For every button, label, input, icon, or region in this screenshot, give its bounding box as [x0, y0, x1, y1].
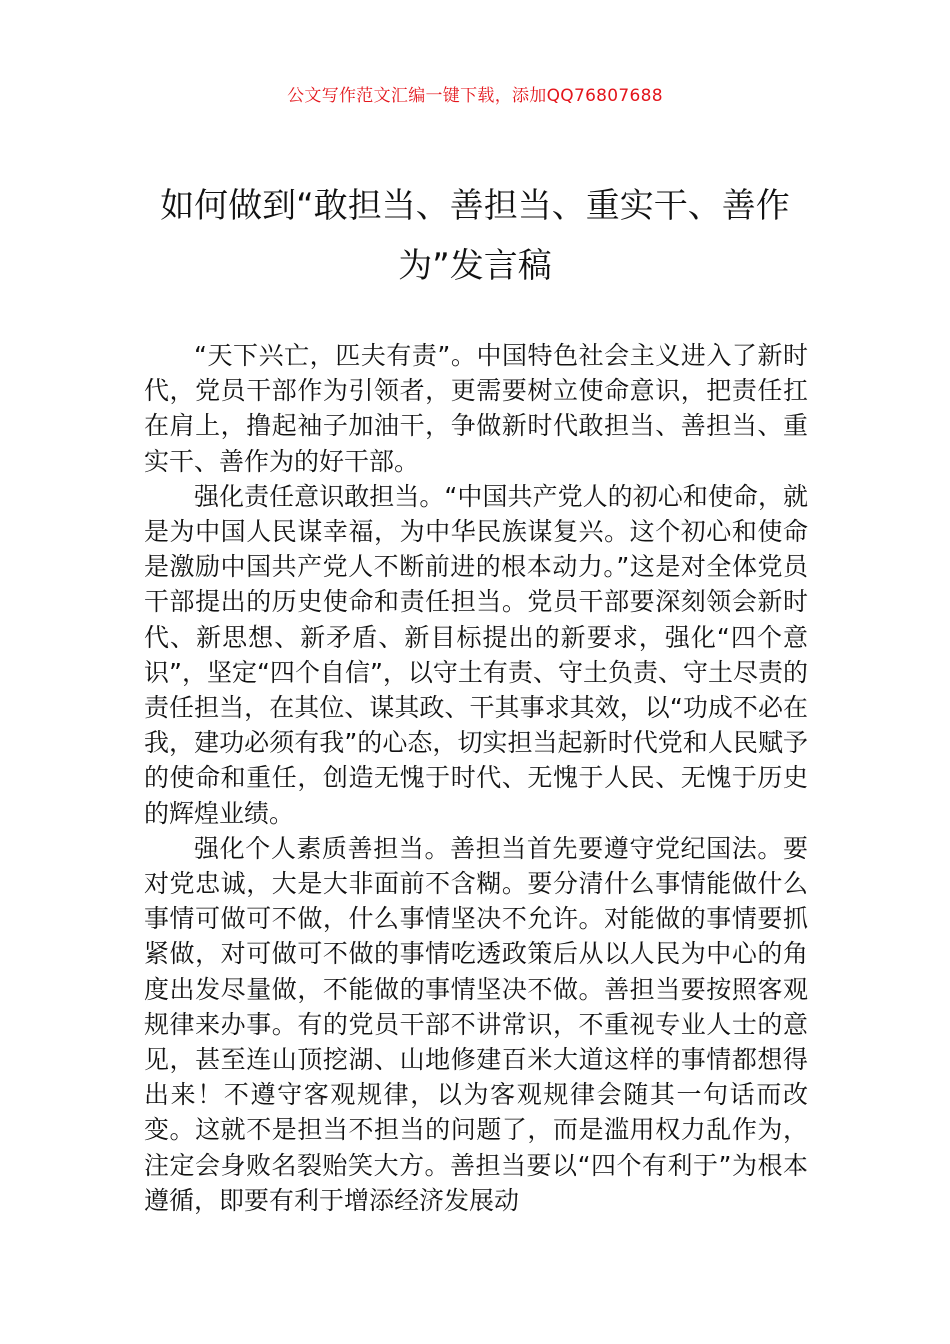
body-paragraph-1: “天下兴亡，匹夫有责”。中国特色社会主义进入了新时代，党员干部作为引领者，更需要树立使命意识，把责任扛在肩上，撸起袖子加油干，争做新时代敢担当、善担当、重实干、善作为的好干部。 — [144, 341, 808, 476]
header-promo-note: 公文写作范文汇编一键下载，添加QQ76807688 — [287, 86, 663, 106]
body-paragraph-3: 强化个人素质善担当。善担当首先要遵守党纪国法。要对党忠诚，大是大非面前不含糊。要分清什么事情能做什么事情可做可不做，什么事情坚决不允许。对能做的事情要抓紧做，对可做可不做的事情吃透政策后从以人民为中心的角度出发尽量做，不能做的事情坚决不做。善担当要按照客观规律来办事。有的党员干部不讲常识，不重视专业人士的意见，甚至连山顶挖湖、山地修建百米大道这样的事情都想得出来！不遵守客观规律，以为客观规律会随其一句话而改变。这就不是担当不担当的问题了，而是滥用权力乱作为，注定会身败名裂贻笑大方。善担当要以“四个有利于”为根本遵循，即要有利于增添经济发展动 — [144, 833, 808, 1215]
body-paragraph-2: 强化责任意识敢担当。“中国共产党人的初心和使命，就是为中国人民谋幸福，为中华民族谋复兴。这个初心和使命是激励中国共产党人不断前进的根本动力。”这是对全体党员干部提出的历史使命和责任担当。党员干部要深刻领会新时代、新思想、新矛盾、新目标提出的新要求，强化“四个意识”，坚定“四个自信”，以守土有责、守土负责、守土尽责的责任担当，在其位、谋其政、干其事求其效，以“功成不必在我，建功必须有我”的心态，切实担当起新时代党和人民赋予的使命和重任，创造无愧于时代、无愧于人民、无愧于历史的辉煌业绩。 — [144, 481, 808, 828]
document-title: 如何做到“敢担当、善担当、重实干、善作为”发言稿 — [160, 186, 790, 286]
document-body — [144, 338, 808, 1218]
